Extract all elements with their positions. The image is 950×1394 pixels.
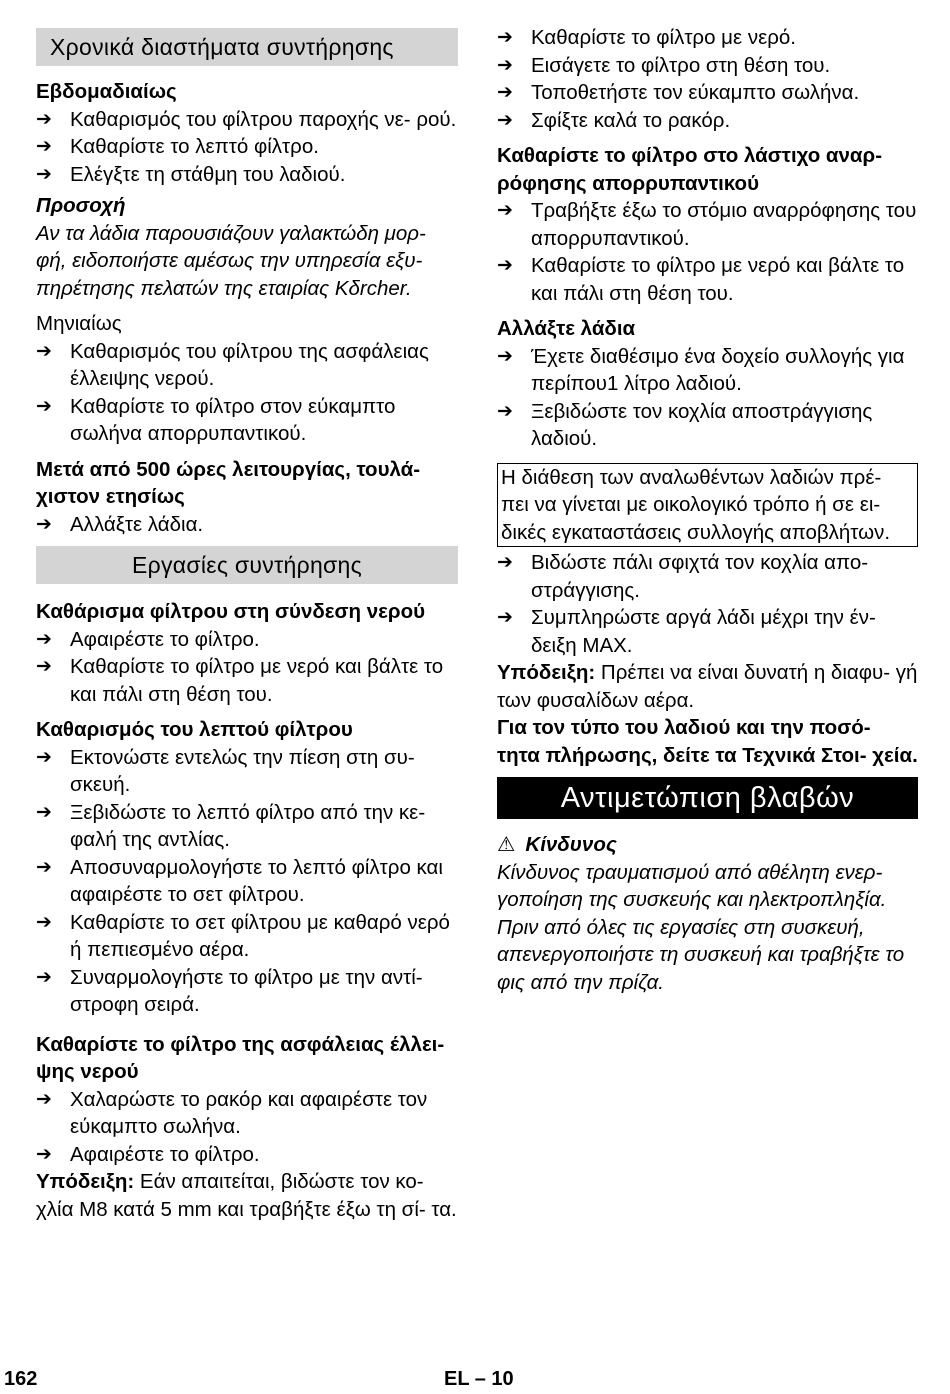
caution-heading: Προσοχή bbox=[36, 194, 126, 217]
arrow-icon: ➔ bbox=[36, 627, 52, 650]
list-item: ➔ Καθαρίστε το σετ φίλτρου με καθαρό νερό ή πεπιεσμένο αέρα. bbox=[36, 910, 450, 961]
arrow-icon: ➔ bbox=[36, 162, 52, 185]
safety-filter-steps bbox=[36, 1086, 458, 1169]
list-item: ➔ Τοποθετήστε τον εύκαμπτο σωλήνα. bbox=[497, 79, 918, 107]
arrow-icon: ➔ bbox=[36, 512, 52, 535]
list-item: ➔ Βιδώστε πάλι σφιχτά τον κοχλία απο- στράγγισης. bbox=[497, 551, 869, 602]
list-item: ➔ Αλλάξτε λάδια. bbox=[36, 511, 458, 539]
caution-text: Αν τα λάδια παρουσιάζουν γαλακτώδη μορ- φή, ειδοποιήστε αμέσως την υπηρεσία εξυ- πηρέτησης πελατών της εταιρίας Kδrcher. bbox=[36, 221, 426, 300]
section-band-maintenance-work: Εργασίες συντήρησης bbox=[36, 546, 458, 584]
arrow-icon: ➔ bbox=[497, 344, 513, 367]
list-item: ➔ Καθαρίστε το φίλτρο στον εύκαμπτο σωλήνα απορρυπαντικού. bbox=[36, 394, 396, 445]
left-column bbox=[36, 28, 458, 1223]
list-item: ➔ Καθαρίστε το φίλτρο με νερό και βάλτε το και πάλι στη θέση του. bbox=[497, 254, 905, 305]
arrow-icon: ➔ bbox=[497, 254, 513, 276]
list-item: ➔ Καθαρίστε το φίλτρο με νερό. bbox=[497, 24, 918, 52]
arrow-icon: ➔ bbox=[36, 1087, 52, 1110]
list-item: ➔ Ξεβιδώστε τον κοχλία αποστράγγισης λαδιού. bbox=[497, 399, 873, 450]
list-item: ➔ Συναρμολογήστε το φίλτρο με την αντί- στροφη σειρά. bbox=[36, 965, 423, 1016]
weekly-steps bbox=[36, 106, 458, 189]
arrow-icon: ➔ bbox=[36, 655, 52, 677]
list-item: ➔ Σφίξτε καλά το ρακόρ. bbox=[497, 107, 918, 135]
arrow-icon: ➔ bbox=[497, 81, 513, 103]
oil-disposal-notice: Η διάθεση των αναλωθέντων λαδιών πρέ- πει να γίνεται με οικολογικό τρόπο ή σε ει- δικές εγκαταστάσεις συλλογής αποβλήτων. bbox=[497, 463, 918, 548]
fine-filter-heading: Καθαρισμός του λεπτού φίλτρου bbox=[36, 718, 353, 741]
arrow-icon: ➔ bbox=[36, 107, 52, 130]
arrow-icon: ➔ bbox=[497, 108, 513, 131]
detergent-filter-steps bbox=[497, 197, 918, 307]
list-item: ➔ Αφαιρέστε το φίλτρο. bbox=[36, 1141, 458, 1169]
arrow-icon: ➔ bbox=[36, 965, 52, 988]
arrow-icon: ➔ bbox=[497, 551, 513, 573]
list-item: ➔ Καθαρισμός του φίλτρου παροχής νε- ρού. bbox=[36, 106, 458, 134]
section-band-troubleshooting: Αντιμετώπιση βλαβών bbox=[497, 777, 918, 819]
note-text: Εάν απαιτείται, βιδώστε τον κο- χλία M8 κατά 5 mm και τραβήξτε έξω τη σί- τα. bbox=[36, 1170, 457, 1221]
oil-change-steps bbox=[497, 343, 918, 453]
page-number: 162 bbox=[4, 1368, 38, 1390]
list-item: ➔ Τραβήξτε έξω το στόμιο αναρρόφησης του απορρυπαντικού. bbox=[497, 199, 917, 250]
section-band-maintenance-intervals: Χρονικά διαστήματα συντήρησης bbox=[36, 28, 458, 66]
oil-note bbox=[497, 659, 918, 714]
oil-refill-steps bbox=[497, 549, 918, 659]
list-item: ➔ Συμπληρώστε αργά λάδι μέχρι την έν- δειξη MAX. bbox=[497, 606, 876, 657]
fine-filter-steps bbox=[36, 744, 458, 1019]
note-label: Υπόδειξη: bbox=[36, 1170, 135, 1193]
arrow-icon: ➔ bbox=[36, 745, 52, 768]
note-text: Πρέπει να είναι δυνατή η διαφυ- γή των φυσαλίδων αέρα. bbox=[497, 661, 918, 712]
arrow-icon: ➔ bbox=[36, 339, 52, 362]
weekly-heading: Εβδομαδιαίως bbox=[36, 80, 177, 103]
arrow-icon: ➔ bbox=[497, 26, 513, 48]
list-item: ➔ Καθαρισμός του φίλτρου της ασφάλειας έλλειψης νερού. bbox=[36, 339, 429, 390]
right-column bbox=[497, 24, 918, 996]
oil-change-heading: Αλλάξτε λάδια bbox=[497, 317, 636, 340]
list-item: ➔ Καθαρίστε το φίλτρο με νερό και βάλτε το και πάλι στη θέση του. bbox=[36, 655, 444, 706]
filter-refit-steps bbox=[497, 24, 918, 134]
danger-text: Κίνδυνος τραυματισμού από αθέλητη ενερ- γοποίηση της συσκευής και ηλεκτροπληξία. Πριν από όλες τις εργασίες στη συσκευή, απενεργοποιήστε τη συσκευή και τραβήξτε το φις από την πρίζα. bbox=[497, 860, 905, 994]
danger-heading: ⚠ Κίνδυνος bbox=[497, 832, 617, 856]
warning-triangle-icon: ⚠ bbox=[497, 832, 516, 856]
arrow-icon: ➔ bbox=[497, 199, 513, 221]
after-500-steps bbox=[36, 511, 458, 539]
list-item: ➔ Καθαρίστε το λεπτό φίλτρο. bbox=[36, 133, 458, 161]
language-page-label: EL – 10 bbox=[444, 1368, 514, 1390]
monthly-heading: Μηνιαίως bbox=[36, 312, 122, 335]
monthly-steps bbox=[36, 338, 458, 448]
list-item: ➔ Έχετε διαθέσιμο ένα δοχείο συλλογής για περίπου1 λίτρο λαδιού. bbox=[497, 344, 905, 395]
oil-type-note: Για τον τύπο του λαδιού και την ποσό- τητα πλήρωσης, δείτε τα Τεχνικά Στοι- χεία. bbox=[497, 716, 918, 767]
arrow-icon: ➔ bbox=[36, 855, 52, 878]
list-item: ➔ Αποσυναρμολογήστε το λεπτό φίλτρο και αφαιρέστε το σετ φίλτρου. bbox=[36, 855, 443, 906]
arrow-icon: ➔ bbox=[497, 399, 513, 422]
water-connection-filter-heading: Καθάρισμα φίλτρου στη σύνδεση νερού bbox=[36, 600, 426, 623]
list-item: ➔ Χαλαρώστε το ρακόρ και αφαιρέστε τον εύκαμπτο σωλήνα. bbox=[36, 1087, 428, 1138]
arrow-icon: ➔ bbox=[497, 53, 513, 76]
after-500-hours-heading: Μετά από 500 ώρες λειτουργίας, τουλά- χιστον ετησίως bbox=[36, 457, 421, 508]
list-item: ➔ Ελέγξτε τη στάθμη του λαδιού. bbox=[36, 161, 458, 189]
safety-filter-note bbox=[36, 1168, 458, 1223]
arrow-icon: ➔ bbox=[497, 606, 513, 628]
note-label: Υπόδειξη: bbox=[497, 661, 596, 684]
arrow-icon: ➔ bbox=[36, 1142, 52, 1165]
arrow-icon: ➔ bbox=[36, 800, 52, 823]
safety-filter-heading: Καθαρίστε το φίλτρο της ασφάλειας έλλει- ψης νερού bbox=[36, 1032, 445, 1083]
detergent-filter-heading: Καθαρίστε το φίλτρο στο λάστιχο αναρ- ρόφησης απορρυπαντικού bbox=[497, 144, 883, 195]
water-connection-steps bbox=[36, 626, 458, 709]
list-item: ➔ Εκτονώστε εντελώς την πίεση στη συ- σκευή. bbox=[36, 745, 415, 796]
list-item: ➔ Ξεβιδώστε το λεπτό φίλτρο από την κε- φαλή της αντλίας. bbox=[36, 800, 426, 851]
list-item: ➔ Αφαιρέστε το φίλτρο. bbox=[36, 626, 458, 654]
arrow-icon: ➔ bbox=[36, 135, 52, 157]
arrow-icon: ➔ bbox=[36, 394, 52, 417]
arrow-icon: ➔ bbox=[36, 910, 52, 933]
list-item: ➔ Εισάγετε το φίλτρο στη θέση του. bbox=[497, 52, 918, 80]
